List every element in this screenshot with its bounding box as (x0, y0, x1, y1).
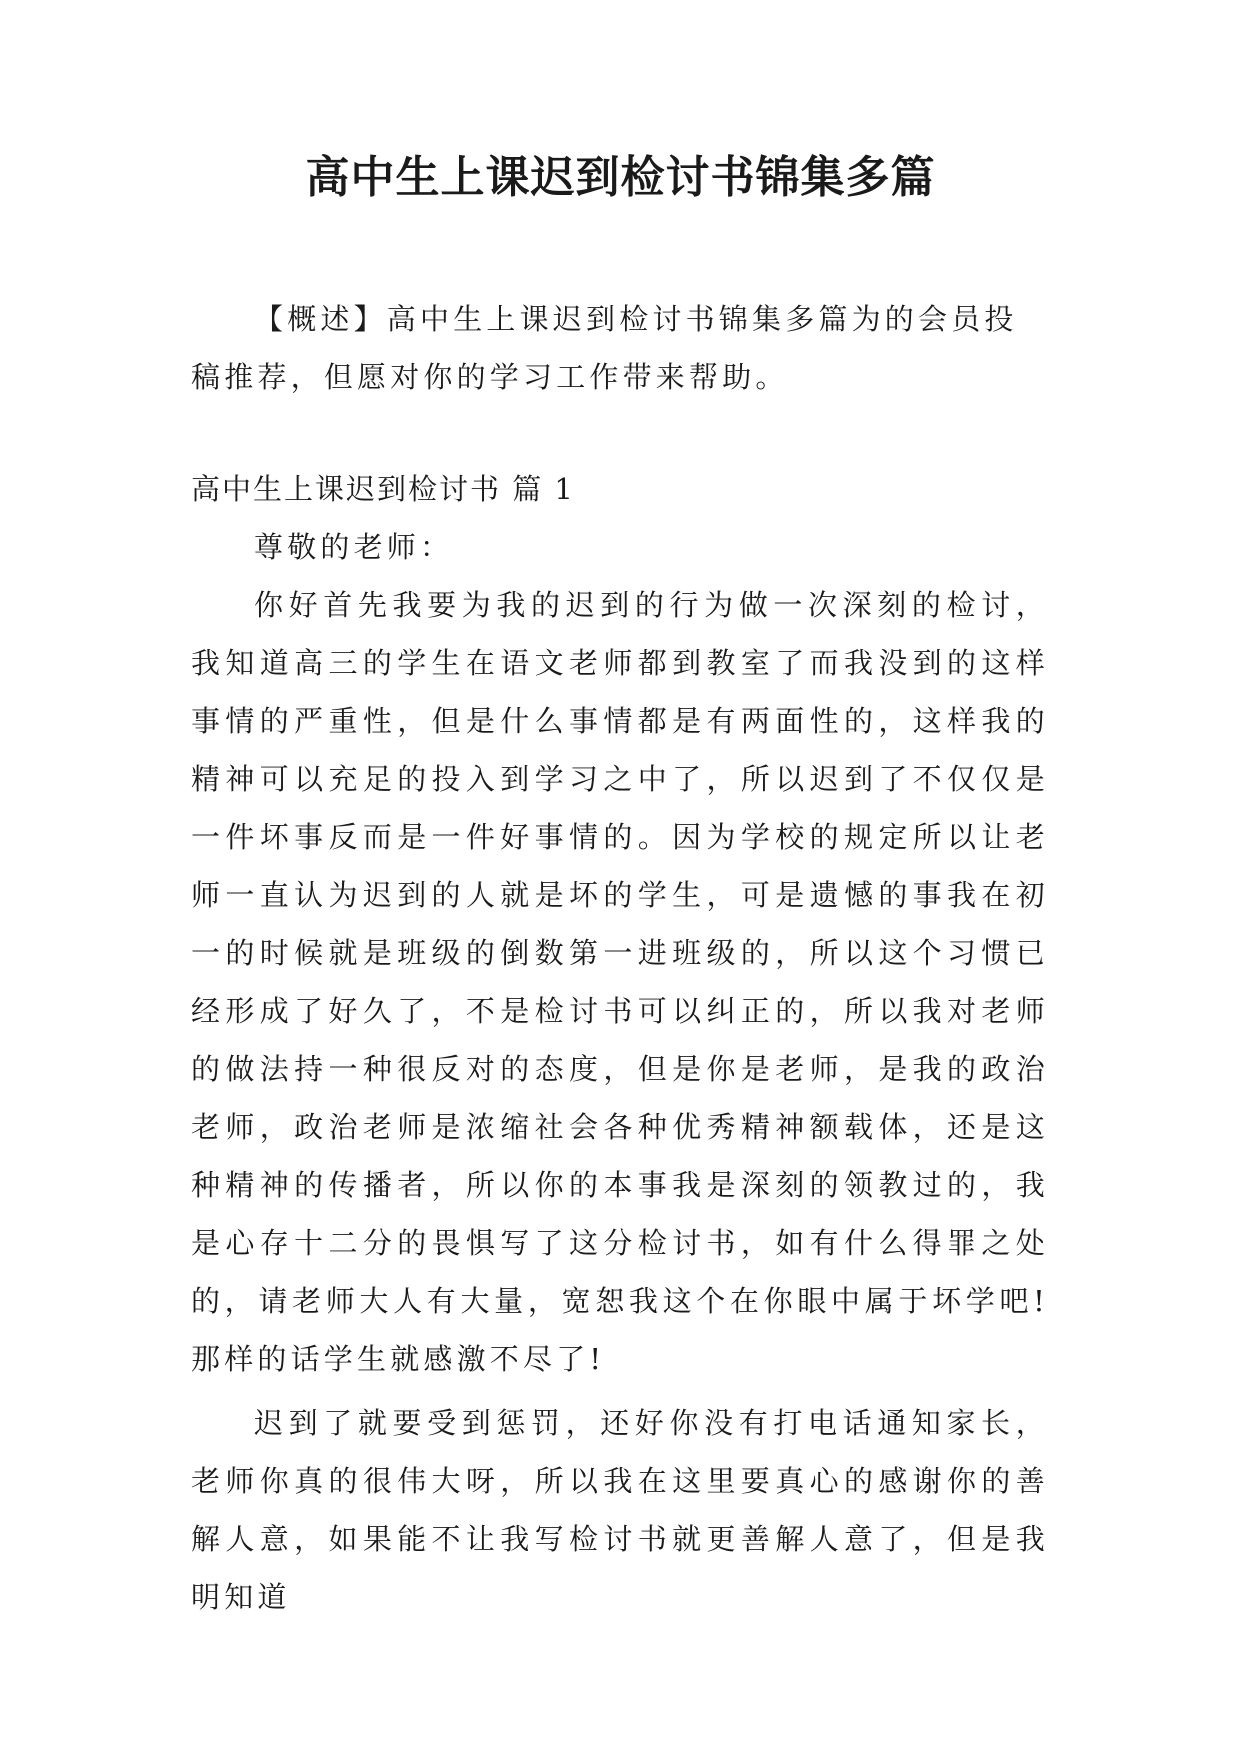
body-paragraph-1: 你好首先我要为我的迟到的行为做一次深刻的检讨，我知道高三的学生在语文老师都到教室了而我没到的这样事情的严重性，但是什么事情都是有两面性的，这样我的精神可以充足的投入到学习之中了，所以迟到了不仅仅是一件坏事反而是一件好事情的。因为学校的规定所以让老师一直认为迟到的人就是坏的学生，可是遗憾的事我在初一的时候就是班级的倒数第一进班级的，所以这个习惯已经形成了好久了，不是检讨书可以纠正的，所以我对老师的做法持一种很反对的态度，但是你是老师，是我的政治老师，政治老师是浓缩社会各种优秀精神额载体，还是这种精神的传播者，所以你的本事我是深刻的领教过的，我是心存十二分的畏惧写了这分检讨书，如有什么得罪之处的，请老师大人有大量，宽恕我这个在你眼中属于坏学吧!那样的话学生就感激不尽了! (191, 588, 1049, 1376)
summary-paragraph: 【概述】高中生上课迟到检讨书锦集多篇为的会员投稿推荐，但愿对你的学习工作带来帮助。 (191, 302, 1018, 394)
greeting-line: 尊敬的老师： (254, 530, 454, 564)
section-heading: 高中生上课迟到检讨书 篇 1 (191, 472, 575, 506)
document-title: 高中生上课迟到检讨书锦集多篇 (305, 152, 936, 203)
body-paragraph-2: 迟到了就要受到惩罚，还好你没有打电话通知家长，老师你真的很伟大呀，所以我在这里要真心的感谢你的善解人意，如果能不让我写检讨书就更善解人意了，但是我明知道 (191, 1406, 1049, 1614)
